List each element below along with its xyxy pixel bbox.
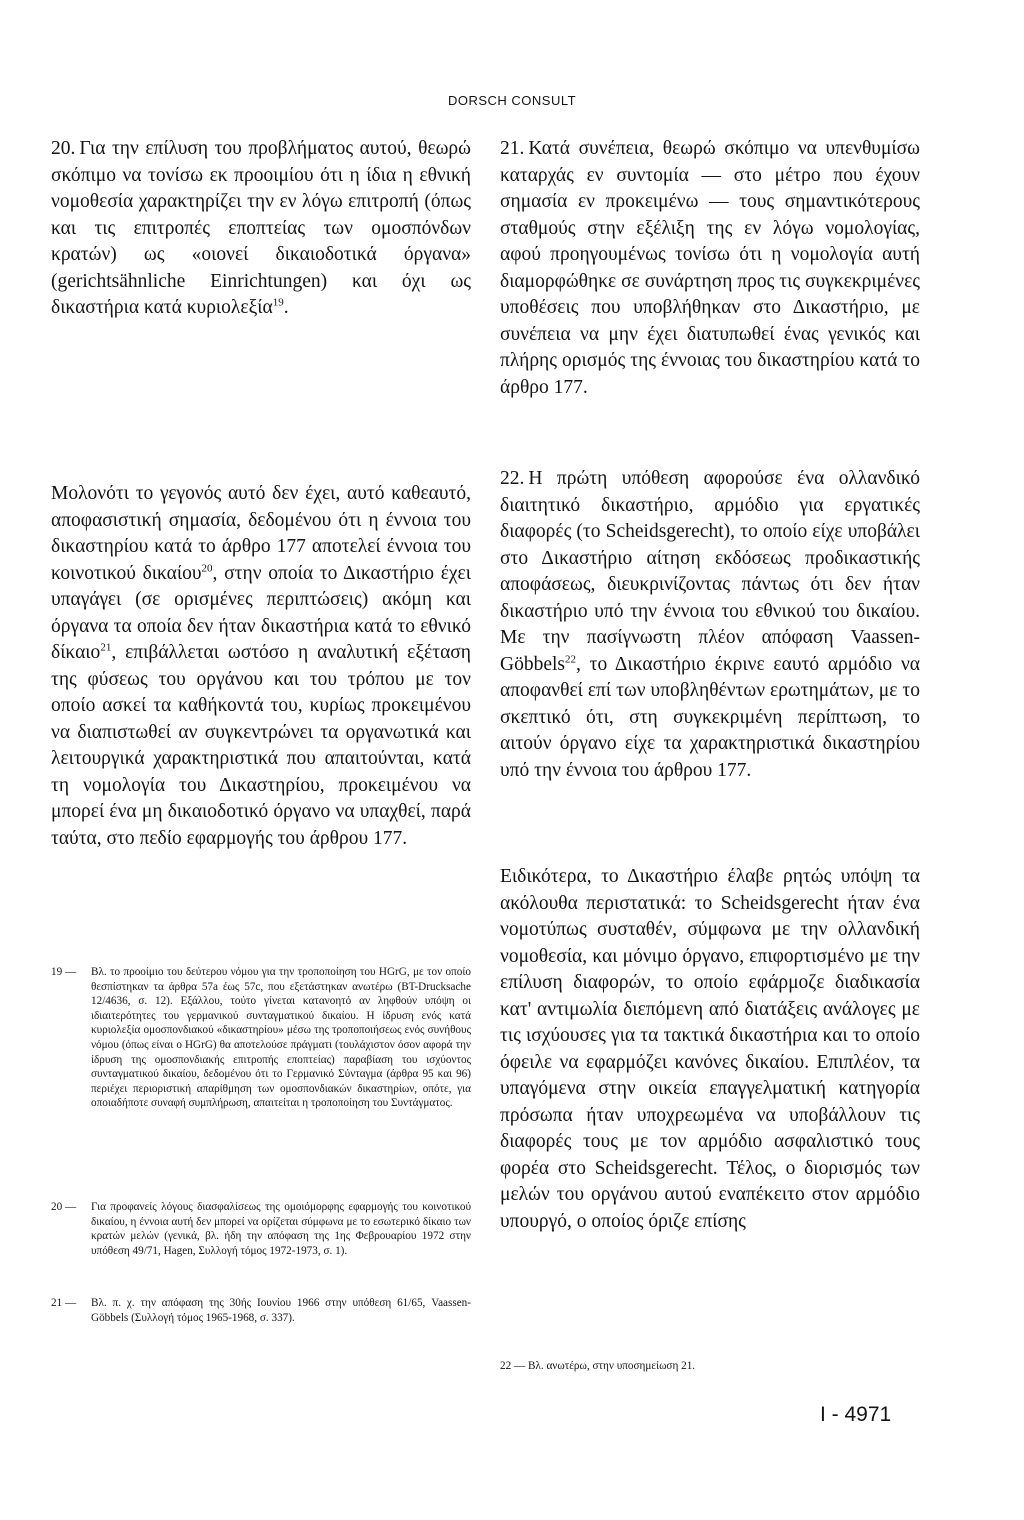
- footnote-number: 20 —: [51, 1201, 77, 1213]
- footnote-ref-22[interactable]: 22: [565, 653, 576, 665]
- paragraph-20-continued: [51, 481, 471, 852]
- paragraph-text: , το Δικαστήριο έκρινε εαυτό αρμόδιο να αποφανθεί επί των υποβληθέντων ερωτημάτων, με το σκεπτικό ότι, στη συγκεκριμένη περίπτωση, το αιτούν όργανο είχε τα χαρακτηριστικά δικαστηρίου υπό την έννοια του άρθρου 177.: [500, 653, 920, 781]
- footnote-number: 22 —: [500, 1360, 526, 1372]
- footnote-21: [51, 1296, 471, 1325]
- paragraph-text: Η πρώτη υπόθεση αφορούσε ένα ολλανδικό διαιτητικό δικαστήριο, αρμόδιο για εργατικές διαφορές (το Scheidsgerecht), το οποίο είχε υποβάλει στο Δικαστήριο αίτηση εκδόσεως προδικαστικής αποφάσεως, διευκρινίζοντας πάντως ότι δεν ήταν δικαστήριο υπό την έννοια του εθνικού του δικαίου. Με την πασίγνωστη πλέον απόφαση Vaassen-Göbbels: [500, 468, 920, 675]
- page-number: I - 4971: [820, 1403, 892, 1426]
- footnote-text: Βλ. ανωτέρω, στην υποσημείωση 21.: [527, 1360, 696, 1372]
- footnote-ref-19[interactable]: 19: [272, 296, 284, 309]
- paragraph-22: [500, 466, 920, 784]
- paragraph-number: 21.: [500, 138, 525, 159]
- footnote-ref-20[interactable]: 20: [201, 562, 213, 574]
- footnote-number: 21 —: [51, 1297, 77, 1309]
- footnote-22: [500, 1359, 920, 1374]
- paragraph-text: , στην οποία το Δικαστήριο έχει υπαγάγει (σε ορισμένες περιπτώσεις) ακόμη και όργανα τα οποία δεν ήταν δικαστήρια κατά το εθνικό δίκαιο: [51, 562, 471, 663]
- paragraph-text: Ειδικότερα, το Δικαστήριο έλαβε ρητώς υπόψη τα ακόλουθα περιστατικά: το Scheidsgerecht ήταν ένα νομοτύπως συσταθέν, σύμφωνα με την ολλανδική νομοθεσία, και μόνιμο όργανο, επιφορτισμένο με την επίλυση διαφορών, το οποίο εφάρμοζε διαδικασία κατ' αντιμωλία διεπόμενη από διατάξεις ανάλογες με τις ισχύουσες για τα τακτικά δικαστήρια και το οποίο όφειλε να εφαρμόζει κανόνες δικαίου. Επιπλέον, τα υπαγόμενα στην οικεία επαγγελματική κατηγορία πρόσωπα ήταν υποχρεωμένα να υποβάλλουν τις διαφορές τους με τον αρμόδιο ασφαλιστικό τους φορέα στο Scheidsgerecht. Τέλος, ο διορισμός των μελών του οργάνου αυτού εναπέκειτο στον αρμόδιο υπουργό, ο οποίος όριζε επίσης: [500, 866, 920, 1232]
- footnote-number: 19 —: [51, 966, 77, 978]
- running-header: DORSCH CONSULT: [447, 93, 577, 108]
- paragraph-21: [500, 136, 920, 401]
- paragraph-text: Για την επίλυση του προβλήματος αυτού, θεωρώ σκόπιμο να τονίσω εκ προοιμίου ότι η ίδια η εθνική νομοθεσία χαρακτηρίζει την εν λόγω επιτροπή (όπως και τις επιτροπές εποπτείας των ομοσπόνδων κρατών) ως «οιονεί δικαιοδοτικά όργανα» (gerichtsähnliche Einrichtungen) και όχι ως δικαστήρια κατά κυριολεξία: [51, 138, 471, 318]
- paragraph-text: Κατά συνέπεια, θεωρώ σκόπιμο να υπενθυμίσω καταρχάς εν συντομία — στο μέτρο που έχουν σημασία εν προκειμένω — τους σημαντικότερους σταθμούς στην εξέλιξη της εν λόγω νομολογίας, αφού προηγουμένως τονίσω ότι η νομολογία αυτή διαμορφώθηκε σε συνάρτηση προς τις συγκεκριμένες υποθέσεις που υποβλήθηκαν στο Δικαστήριο, με συνέπεια να μην έχει διατυπωθεί ένας γενικός και πλήρης ορισμός της έννοιας του δικαστηρίου κατά το άρθρο 177.: [500, 138, 920, 398]
- footnote-text: Βλ. π. χ. την απόφαση της 30ής Ιουνίου 1966 στην υπόθεση 61/65, Vaassen-Göbbels (Συλλογή τόμος 1965-1968, σ. 337).: [91, 1297, 471, 1324]
- footnote-19: [51, 965, 471, 1111]
- paragraph-20: 20. Για την επίλυση του προβλήματος αυτού, θεωρώ σκόπιμο να τονίσω εκ προοιμίου ότι η ίδια η εθνική νομοθεσία χαρακτηρίζει την εν λόγω επιτροπή (όπως και τις επιτροπές εποπτείας των ομοσπόνδων κρατών) ως «οιονεί δικαιοδοτικά όργανα» (gerichtsähnliche Einrichtungen) και όχι ως δικαστήρια κατά κυριολεξία$^{19}$.: [51, 138, 471, 318]
- footnote-text: Για προφανείς λόγους διασφαλίσεως της ομοιόμορφης εφαρμογής του κοινοτικού δικαίου, η έννοια αυτή δεν μπορεί να ορίζεται σύμφωνα με το εσωτερικό δίκαιο των κρατών μελών (γενικά, βλ. ήδη την απόφαση της 1ης Φεβρουαρίου 1972 στην υπόθεση 49/71, Hagen, Συλλογή τόμος 1972-1973, σ. 1).: [91, 1201, 471, 1257]
- paragraph-number: 22.: [500, 468, 525, 489]
- paragraph-number: 20.: [51, 138, 76, 159]
- footnote-ref-21[interactable]: 21: [100, 641, 112, 654]
- footnote-text: Βλ. το προοίμιο του δεύτερου νόμου για την τροποποίηση του HGrG, με τον οποίο θεσπίστηκαν τα άρθρα 57a έως 57c, που εξετάστηκαν ανωτέρω (BT-Drucksache 12/4636, σ. 12). Εξάλλου, τούτο γίνεται κατανοητό αν ληφθούν υπόψη οι ιδιαιτερότητες του γερμανικού συνταγματικού δικαίου. Η ίδρυση ενός κατά κυριολεξία ομοσπονδιακού «δικαστηρίου» μέσω της τροποποιήσεως ενός συνήθους νόμου (όπως είναι ο HGrG) θα αποτελούσε πράγματι (τουλάχιστον όσον αφορά την ίδρυση της ομοσπονδιακής επιτροπής εποπτείας) παραβίαση του ισχύοντος συνταγματικού δικαίου, δεδομένου ότι το Γερμανικό Σύνταγμα (άρθρα 95 και 96) περιέχει περιοριστική απαρίθμηση των ομοσπονδιακών δικαστηρίων, οπότε, για οποιαδήποτε συναφή συμπλήρωση, απαιτείται η τροποποίηση του Συντάγματος.: [91, 966, 471, 1110]
- paragraph-text: Μολονότι το γεγονός αυτό δεν έχει, αυτό καθεαυτό, αποφασιστική σημασία, δεδομένου ότι η έννοια του δικαστηρίου κατά το άρθρο 177 αποτελεί έννοια του κοινοτικού δικαίου: [51, 483, 471, 584]
- paragraph-text: , επιβάλλεται ωστόσο η αναλυτική εξέταση της φύσεως του οργάνου και του τρόπου με τον οποίο ασκεί τα καθήκοντά του, κυρίως προκειμένου να διαπιστωθεί αν συγκεντρώνει τα οργανωτικά και λειτουργικά χαρακτηριστικά που απαιτούνται, κατά τη νομολογία του Δικαστηρίου, προκειμένου να μπορεί ένα μη δικαιοδοτικό όργανο να υπαχθεί, παρά ταύτα, στο πεδίο εφαρμογής του άρθρου 177.: [51, 642, 471, 849]
- paragraph-22-continued: [500, 864, 920, 1235]
- footnote-20: [51, 1200, 471, 1258]
